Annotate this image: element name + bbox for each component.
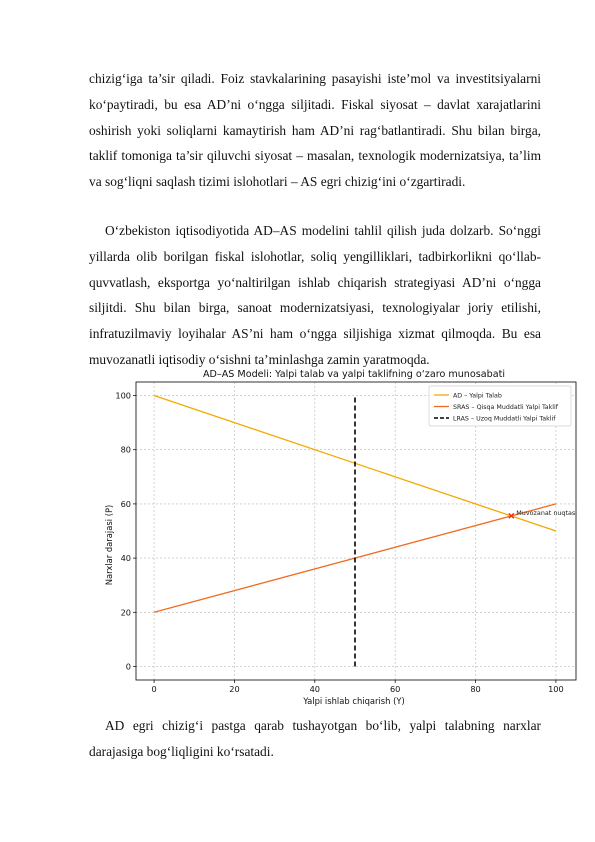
y-tick-label: 60 <box>120 498 131 509</box>
chart-annotations <box>509 509 577 519</box>
paragraph-monetary-fiscal-policy: chizig‘iga ta’sir qiladi. Foiz stavkalarining pasayishi iste’mol va investitsiyalarni ko‘paytiradi, bu esa AD’ni o‘ngga siljitadi. Fiskal siyosat – davlat xarajatlarini oshirish yoki soliqlarni kamaytirish ham AD’ni rag‘batlantiradi. Shu bilan birga, taklif tomoniga ta’sir qiluvchi siyosat – masalan, texnologik modernizatsiya, ta’lim va sog‘liqni saqlash tizimi islohotlari – AS egri chizig‘ini o‘zgartiradi. <box>89 71 541 190</box>
y-axis-label: Narxlar darajasi (P) <box>104 504 114 586</box>
paragraph-uzbekistan-ad-as: O‘zbekiston iqtisodiyotida AD–AS modelini tahlil qilish juda dolzarb. So‘nggi yillarda olib borilgan fiskal islohotlar, soliq yengilliklari, tadbirkorlikni qo‘llab-quvvatlash, eksportga yo‘naltirilgan ishlab chiqarish strategiyasi AD’ni o‘ngga siljitdi. Shu bilan birga, sanoat modernizatsiyasi, texnologiyalar joriy etilishi, infratuzilmaviy loyihalar AS’ni ham o‘ngga siljishiga xizmat qilmoqda. Bu esa muvozanatli iqtisodiy o‘sishni ta’minlashga zamin yaratmoqda. <box>89 223 541 367</box>
x-tick-label: 0 <box>151 684 157 694</box>
legend-label: LRAS – Uzoq Muddatli Yalpi Taklif <box>453 415 556 423</box>
y-tick-label: 100 <box>115 390 131 401</box>
chart-title: AD–AS Modeli: Yalpi talab va yalpi taklifning o‘zaro munosabati <box>202 369 506 380</box>
chart-legend <box>429 386 571 426</box>
legend-label: SRAS – Qisqa Muddatli Yalpi Taklif <box>453 404 559 411</box>
chart-series <box>154 396 556 667</box>
x-tick-label: 60 <box>389 684 401 694</box>
x-tick-label: 40 <box>309 684 321 694</box>
y-tick-label: 0 <box>125 661 131 672</box>
x-tick-label: 80 <box>470 684 481 694</box>
ad-as-chart <box>96 360 588 712</box>
chart-grid <box>136 382 576 680</box>
legend-label: AD – Yalpi Talab <box>453 392 502 400</box>
axis-ticks <box>115 391 563 694</box>
y-tick-label: 80 <box>120 444 131 455</box>
chart-svg <box>96 360 588 712</box>
equilibrium-label: Muvozanat nuqtasi <box>516 508 578 517</box>
plot-frame <box>136 382 576 680</box>
x-tick-label: 100 <box>548 684 564 694</box>
y-tick-label: 40 <box>120 553 131 564</box>
x-axis-label: Yalpi ishlab chiqarish (Y) <box>303 696 405 706</box>
paragraph-ad-curve-description: AD egri chizig‘i pastga qarab tushayotgan bo‘lib, yalpi talabning narxlar darajasiga bog‘liqligini ko‘rsatadi. <box>89 718 541 759</box>
y-tick-label: 20 <box>120 607 131 618</box>
x-tick-label: 20 <box>229 684 240 694</box>
